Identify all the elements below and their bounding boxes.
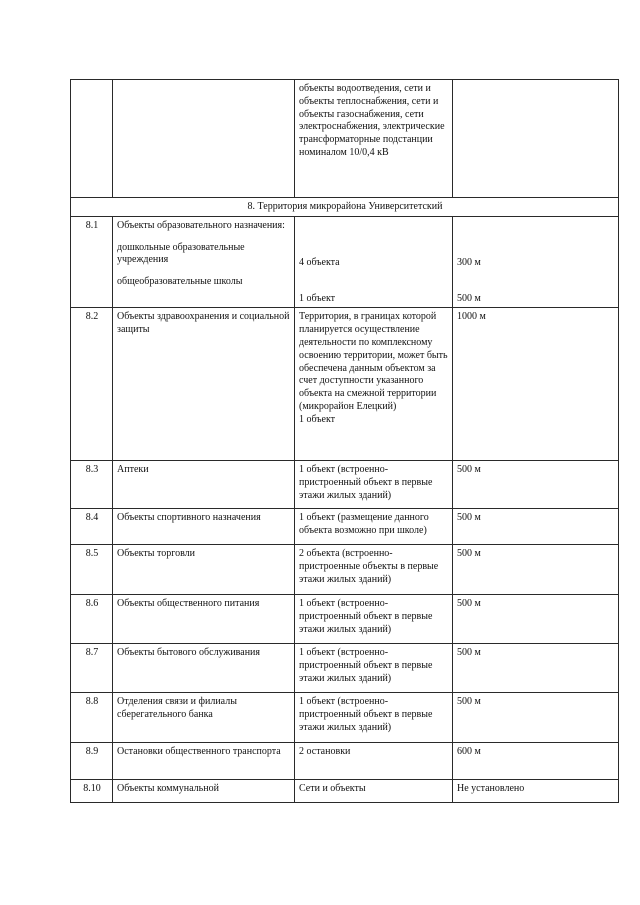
table-row: [71, 509, 619, 545]
object-name: Остановки общественного транспорта: [113, 743, 295, 780]
object-count: объекты водоотведения, сети и объекты теплоснабжения, сети и объекты газоснабжения, сети электроснабжения, электрические трансформаторные подстанции номиналом 10/0,4 кВ: [295, 80, 453, 198]
object-count: [295, 216, 453, 308]
object-distance: 500 м: [453, 509, 619, 545]
table-row: [71, 743, 619, 780]
section-header-row: [71, 198, 619, 217]
planning-table: [70, 79, 619, 803]
object-count: 1 объект (размещение данного объекта возможно при школе): [295, 509, 453, 545]
object-name: [113, 216, 295, 308]
object-count: [295, 308, 453, 461]
row-number: 8.2: [71, 308, 113, 461]
sub-object-count: 4 объекта: [299, 256, 340, 268]
object-name: Объекты коммунальной: [113, 780, 295, 803]
table-row: [71, 545, 619, 595]
table-row: [71, 461, 619, 509]
object-distance: Не установлено: [453, 780, 619, 803]
object-name: Объекты торговли: [113, 545, 295, 595]
row-number: 8.9: [71, 743, 113, 780]
object-distance: 1000 м: [453, 308, 619, 461]
object-distance: [453, 216, 619, 308]
table-row: [71, 595, 619, 644]
object-count: 1 объект (встроенно-пристроенный объект в первые этажи жилых зданий): [295, 595, 453, 644]
table-row: [71, 308, 619, 461]
row-number: 8.8: [71, 693, 113, 743]
object-name: Отделения связи и филиалы сберегательного банка: [113, 693, 295, 743]
table-row: [71, 780, 619, 803]
object-distance: 500 м: [453, 595, 619, 644]
row-number: 8.6: [71, 595, 113, 644]
object-name: Объекты бытового обслуживания: [113, 644, 295, 693]
object-count: 1 объект (встроенно-пристроенный объект в первые этажи жилых зданий): [295, 644, 453, 693]
table-row: [71, 644, 619, 693]
object-name: [113, 80, 295, 198]
object-distance: 600 м: [453, 743, 619, 780]
object-count: 1 объект (встроенно-пристроенный объект в первые этажи жилых зданий): [295, 693, 453, 743]
object-count-value: 1 объект: [299, 413, 336, 425]
table-row: [71, 216, 619, 308]
object-count: 2 объекта (встроенно-пристроенные объекты в первые этажи жилых зданий): [295, 545, 453, 595]
sub-object-distance: 300 м: [457, 256, 481, 268]
row-number: 8.5: [71, 545, 113, 595]
row-number: 8.7: [71, 644, 113, 693]
object-distance: 500 м: [453, 461, 619, 509]
row-number: [71, 80, 113, 198]
row-number: 8.4: [71, 509, 113, 545]
row-number: 8.1: [71, 216, 113, 308]
sub-object-name: дошкольные образовательные учреждения: [117, 241, 245, 266]
row-number: 8.3: [71, 461, 113, 509]
object-distance: 500 м: [453, 545, 619, 595]
sub-object-distance: 500 м: [457, 292, 481, 304]
section-title: 8. Территория микрорайона Университетский: [71, 198, 619, 217]
object-count: 2 остановки: [295, 743, 453, 780]
table-row: [71, 693, 619, 743]
object-name: Объекты спортивного назначения: [113, 509, 295, 545]
object-count-text: Территория, в границах которой планируется осуществление деятельности по комплексному освоению территории, может быть обеспечена данным объектом за счет доступности указанного объекта на смежной территории (микрорайон Елецкий): [299, 311, 448, 412]
object-count: 1 объект (встроенно-пристроенный объект в первые этажи жилых зданий): [295, 461, 453, 509]
sub-object-count: 1 объект: [299, 292, 336, 304]
table-row: [71, 80, 619, 198]
object-name: Объекты общественного питания: [113, 595, 295, 644]
sub-object-name: общеобразовательные школы: [117, 276, 243, 288]
object-distance: [453, 80, 619, 198]
object-name: Объекты здравоохранения и социальной защиты: [113, 308, 295, 461]
object-distance: 500 м: [453, 693, 619, 743]
object-count: Сети и объекты: [295, 780, 453, 803]
object-distance: 500 м: [453, 644, 619, 693]
object-name: Аптеки: [113, 461, 295, 509]
row-number: 8.10: [71, 780, 113, 803]
object-name-head: Объекты образовательного назначения:: [117, 219, 285, 231]
